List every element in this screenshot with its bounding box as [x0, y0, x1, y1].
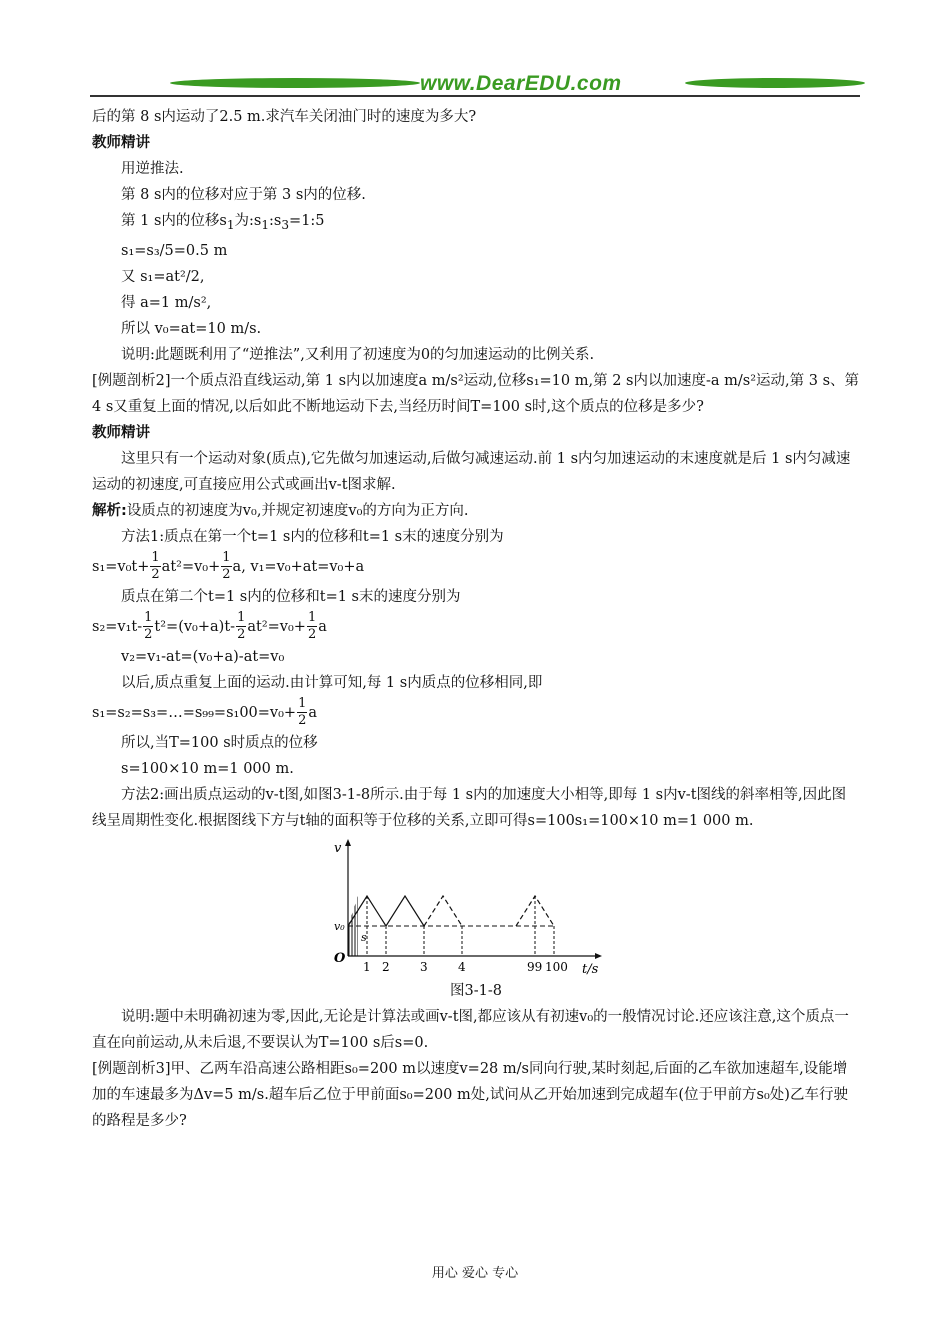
text-line: 得 a=1 m/s², [121, 294, 212, 311]
example-paragraph: [例题剖析2]一个质点沿直线运动,第 1 s内以加速度a m/s²运动,位移s₁=10 m,第 2 s内以加速度-a m/s²运动,第 3 s、第 4 s又重复上面的情况,以后如此不断地运动下去,当经历时间T=100 s时,这个质点的位移是多少? [92, 372, 860, 415]
text-line: 又 s₁=at²/2, [121, 268, 205, 285]
section-heading: 教师精讲 [92, 135, 150, 151]
fraction: $\frac{1}{2}$ [307, 610, 317, 643]
site-url[interactable]: www.DearEDU.com [420, 72, 622, 95]
header-rule [90, 95, 860, 97]
document-body [92, 104, 860, 1134]
text-line: 以后,质点重复上面的运动.由计算可知,每 1 s内质点的位移相同,即 [121, 674, 543, 691]
v-label: v [334, 840, 342, 856]
tick-label: 99 [527, 959, 543, 974]
v-axis-arrow [345, 839, 351, 846]
v0-label: v₀ [334, 919, 345, 933]
text-paragraph: 这里只有一个运动对象(质点),它先做匀加速运动,后做匀减速运动.前 1 s内匀加速运动的末速度就是后 1 s内匀减速运动的初速度,可直接应用公式或画出v-t图求解. [92, 450, 851, 493]
t-axis-arrow [595, 953, 602, 959]
vt-graph [330, 838, 620, 978]
text-line: 说明:此题既利用了“逆推法”,又利用了初速度为0的匀加速运动的比例关系. [121, 346, 595, 363]
figure-caption: 图3-1-8 [450, 982, 502, 999]
text-paragraph: 说明:题中未明确初速为零,因此,无论是计算法或画v-t图,都应该从有初速v₀的一般情况讨论.还应该注意,这个质点一直在向前运动,从未后退,不要误认为T=100 s后s=0. [92, 1008, 849, 1051]
text-line: 第 1 s内的位移$s_1$为$:s_1:s_3=1:5$ [121, 213, 325, 232]
fraction: $\frac{1}{2}$ [237, 610, 246, 643]
text-line: 质点在第二个t=1 s内的位移和t=1 s末的速度分别为 [121, 588, 461, 605]
text-line: s=100×10 m=1 000 m. [121, 760, 294, 777]
text-line: 用逆推法. [121, 161, 184, 177]
tick-label: 1 [363, 959, 371, 974]
text-line: 第 8 s内的位移对应于第 3 s内的位移. [121, 187, 366, 203]
text-line: 所以,当T=100 s时质点的位移 [121, 734, 318, 751]
tick-label: 4 [458, 959, 466, 974]
fraction: $\frac{1}{2}$ [151, 550, 160, 583]
fraction: $\frac{1}{2}$ [298, 696, 307, 729]
text-line: 解析:设质点的初速度为v₀,并规定初速度v₀的方向为正方向. [92, 502, 469, 519]
tick-label: 100 [545, 959, 568, 974]
text-line: s₁=s₃/5=0.5 m [121, 242, 228, 259]
tick-label: 2 [382, 959, 390, 974]
section-heading: 教师精讲 [92, 424, 150, 441]
tick-label: 3 [420, 959, 428, 974]
equation: s₁=v₀t+ $\frac{1}{2}$ at²=v₀+ $\frac{1}{2}$ a, v₁=v₀+at=v₀+a [92, 550, 365, 583]
equation: s₂=v₁t- $\frac{1}{2}$ t²=(v₀+a)t- $\frac{1}{2}$ at²=v₀+ $\frac{1}{2}$ a [92, 610, 327, 643]
equation: v₂=v₁-at=(v₀+a)-at=v₀ [121, 648, 285, 665]
text-line: 方法1:质点在第一个t=1 s内的位移和t=1 s末的速度分别为 [121, 528, 504, 545]
text-paragraph: 方法2:画出质点运动的v-t图,如图3-1-8所示.由于每 1 s内的加速度大小相等,即每 1 s内v-t图线的斜率相等,因此图线呈周期性变化.根据图线下方与t轴的面积等于位移的关系,立即可得s=100s₁=100×10 m=1 000 m. [92, 786, 847, 829]
fraction: $\frac{1}{2}$ [222, 550, 231, 583]
header-banner [90, 72, 860, 102]
text-line: 后的第 8 s内运动了2.5 m.求汽车关闭油门时的速度为多大? [92, 109, 477, 125]
leaf-decoration-left [170, 78, 420, 88]
s-label: s [361, 930, 367, 944]
equation: s₁=s₂=s₃=…=s₉₉=s₁00=v₀+ $\frac{1}{2}$ a [92, 696, 318, 729]
origin-label: O [334, 950, 346, 966]
vt-line-solid [348, 896, 424, 926]
leaf-decoration-right [685, 78, 865, 88]
example-paragraph: [例题剖析3]甲、乙两车沿高速公路相距s₀=200 m以速度v=28 m/s同向行驶,某时刻起,后面的乙车欲加速超车,设能增加的车速最多为Δv=5 m/s.超车后乙位于甲前面s₀=200 m处,试问从乙开始加速到完成超车(位于甲前方s₀处)乙车行驶的路程是多少? [92, 1060, 848, 1129]
vt-line-dashed [424, 896, 462, 926]
t-label: t/s [582, 961, 599, 977]
fraction: $\frac{1}{2}$ [144, 610, 153, 643]
page-footer: 用心 爱心 专心 [431, 1266, 519, 1281]
text-line: 所以 v₀=at=10 m/s. [121, 320, 262, 337]
